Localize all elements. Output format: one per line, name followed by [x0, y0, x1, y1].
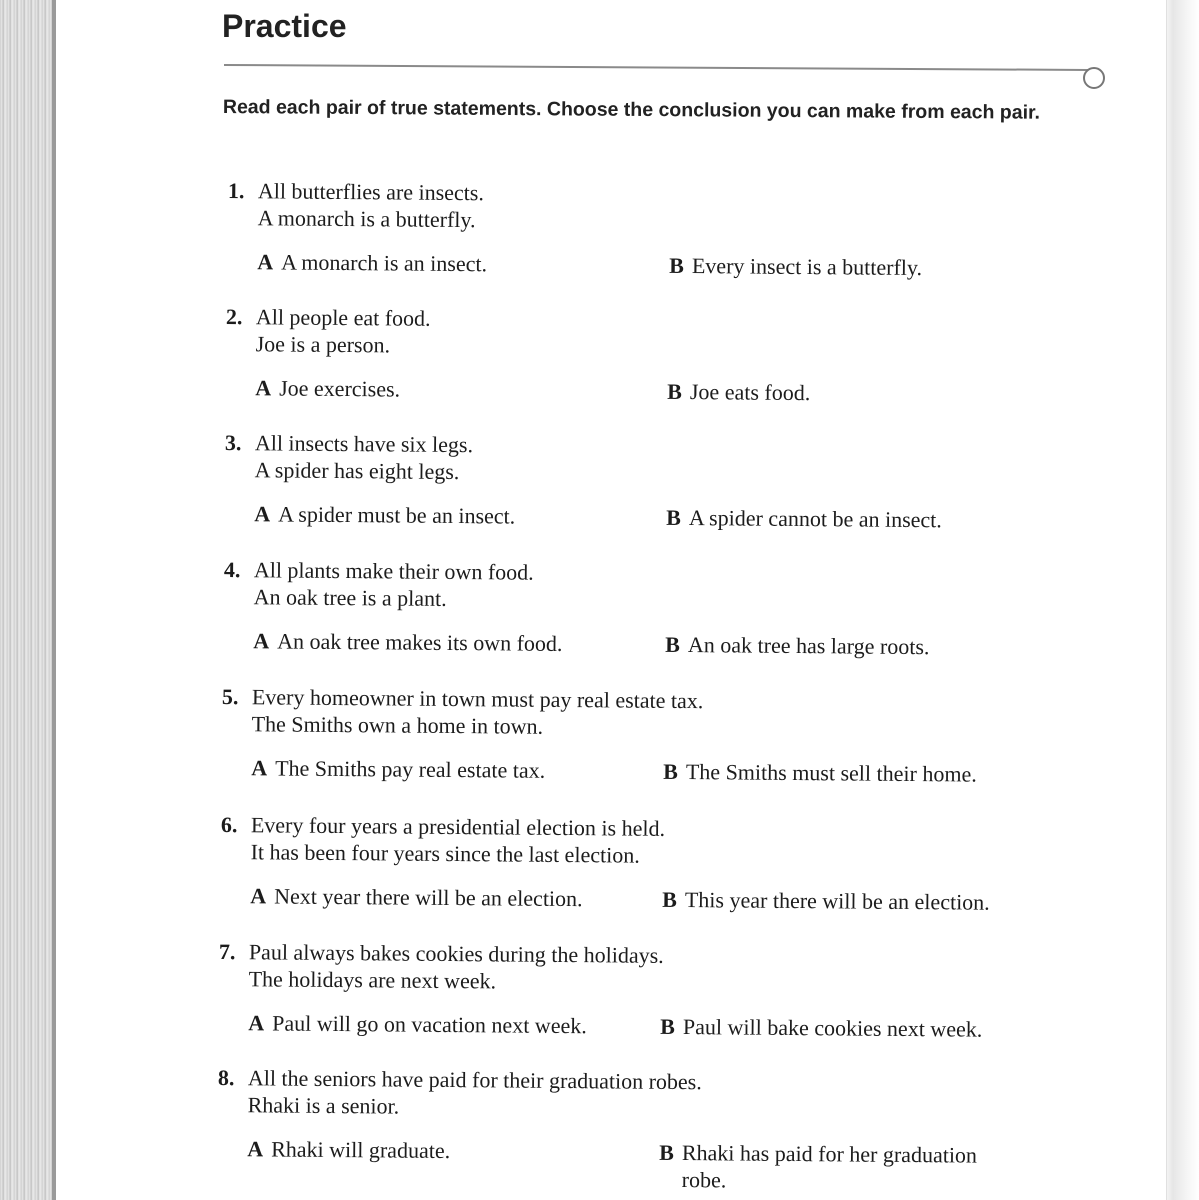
- option-text: This year there will be an election.: [684, 887, 990, 915]
- option-b[interactable]: [662, 886, 990, 916]
- premise-1: All insects have six legs.: [254, 430, 474, 458]
- premise-2: The Smiths own a home in town.: [251, 711, 544, 739]
- option-letter: A: [257, 249, 274, 275]
- premise-2: A monarch is a butterfly.: [257, 205, 476, 233]
- option-text: A monarch is an insect.: [281, 249, 488, 277]
- question-number: 1.: [227, 177, 245, 204]
- premise-2: Joe is a person.: [255, 331, 391, 358]
- option-text: A spider must be an insect.: [278, 501, 516, 529]
- option-letter: B: [665, 631, 681, 657]
- option-letter: A: [251, 755, 268, 781]
- question-number: 3.: [224, 429, 242, 456]
- option-text: Joe eats food.: [689, 379, 811, 406]
- option-letter: B: [667, 378, 683, 404]
- option-letter: B: [662, 886, 678, 912]
- option-letter: B: [669, 252, 685, 278]
- premise-2: It has been four years since the last election.: [250, 839, 640, 868]
- question-number: 6.: [220, 811, 238, 838]
- option-letter: A: [255, 375, 272, 401]
- premise-2: An oak tree is a plant.: [253, 584, 447, 611]
- question-number: 5.: [221, 683, 239, 710]
- premise-1: All people eat food.: [255, 304, 431, 331]
- option-letter: A: [254, 501, 271, 527]
- option-text: Paul will go on vacation next week.: [272, 1010, 587, 1039]
- page-title: Practice: [222, 8, 347, 44]
- question-2: [225, 303, 1066, 406]
- question-number: 4.: [223, 556, 241, 583]
- option-a[interactable]: [248, 1009, 587, 1039]
- scan-binding-edge: [0, 0, 56, 1200]
- question-8: [217, 1064, 1058, 1193]
- question-3: [224, 429, 1065, 533]
- option-letter: A: [253, 628, 270, 654]
- option-text: Joe exercises.: [279, 375, 401, 402]
- option-text: Rhaki will graduate.: [271, 1136, 451, 1164]
- page-edge-shadow: [1166, 0, 1199, 1200]
- question-1: [227, 177, 1068, 281]
- option-a[interactable]: [250, 882, 583, 912]
- premise-2: The holidays are next week.: [248, 966, 497, 994]
- premise-1: Every four years a presidential election is held.: [250, 812, 666, 841]
- question-number: 2.: [225, 303, 243, 330]
- title-divider: [224, 64, 1088, 71]
- option-letter: B: [659, 1139, 675, 1165]
- option-a[interactable]: [253, 627, 562, 657]
- question-5: [221, 683, 1062, 787]
- option-text: An oak tree makes its own food.: [277, 628, 563, 656]
- option-b[interactable]: [669, 252, 922, 281]
- question-number: 7.: [218, 938, 236, 965]
- option-a[interactable]: [247, 1135, 450, 1164]
- premise-2: Rhaki is a senior.: [247, 1092, 400, 1119]
- option-text: A spider cannot be an insect.: [688, 505, 942, 533]
- premise-1: Every homeowner in town must pay real estate tax.: [251, 684, 704, 714]
- option-letter: B: [663, 758, 679, 784]
- option-b[interactable]: [659, 1139, 977, 1196]
- option-letter: B: [660, 1013, 676, 1039]
- option-text: Next year there will be an election.: [274, 883, 583, 912]
- option-text: Every insect is a butterfly.: [691, 253, 923, 281]
- option-letter: A: [248, 1010, 265, 1036]
- option-text: The Smiths pay real estate tax.: [275, 755, 546, 783]
- option-text: Rhaki has paid for her graduation: [681, 1140, 978, 1168]
- option-a[interactable]: [251, 754, 545, 784]
- option-b[interactable]: [663, 758, 977, 788]
- option-b[interactable]: [665, 631, 929, 660]
- premise-1: All plants make their own food.: [253, 557, 534, 585]
- option-letter: A: [247, 1136, 264, 1162]
- option-a[interactable]: [254, 500, 515, 529]
- question-4: [223, 556, 1064, 660]
- option-a[interactable]: [257, 248, 487, 277]
- question-7: [218, 938, 1059, 1042]
- option-b[interactable]: [660, 1013, 982, 1043]
- option-letter: A: [250, 883, 267, 909]
- option-text-line2: robe.: [681, 1167, 727, 1193]
- option-b[interactable]: [666, 504, 942, 533]
- premise-1: All the seniors have paid for their graduation robes.: [247, 1065, 702, 1095]
- premise-2: A spider has eight legs.: [254, 457, 460, 485]
- option-b[interactable]: [667, 378, 810, 406]
- option-text: Paul will bake cookies next week.: [682, 1014, 983, 1042]
- instructions: Read each pair of true statements. Choose the conclusion you can make from each pair.: [222, 95, 1041, 124]
- option-text: An oak tree has large roots.: [687, 632, 930, 660]
- premise-1: All butterflies are insects.: [257, 178, 485, 206]
- option-letter: B: [666, 504, 682, 530]
- divider-circle-icon: [1083, 67, 1105, 89]
- question-6: [220, 811, 1061, 915]
- question-number: 8.: [217, 1065, 235, 1091]
- premise-1: Paul always bakes cookies during the holidays.: [248, 939, 664, 968]
- option-text: The Smiths must sell their home.: [685, 759, 977, 787]
- option-a[interactable]: [255, 374, 400, 402]
